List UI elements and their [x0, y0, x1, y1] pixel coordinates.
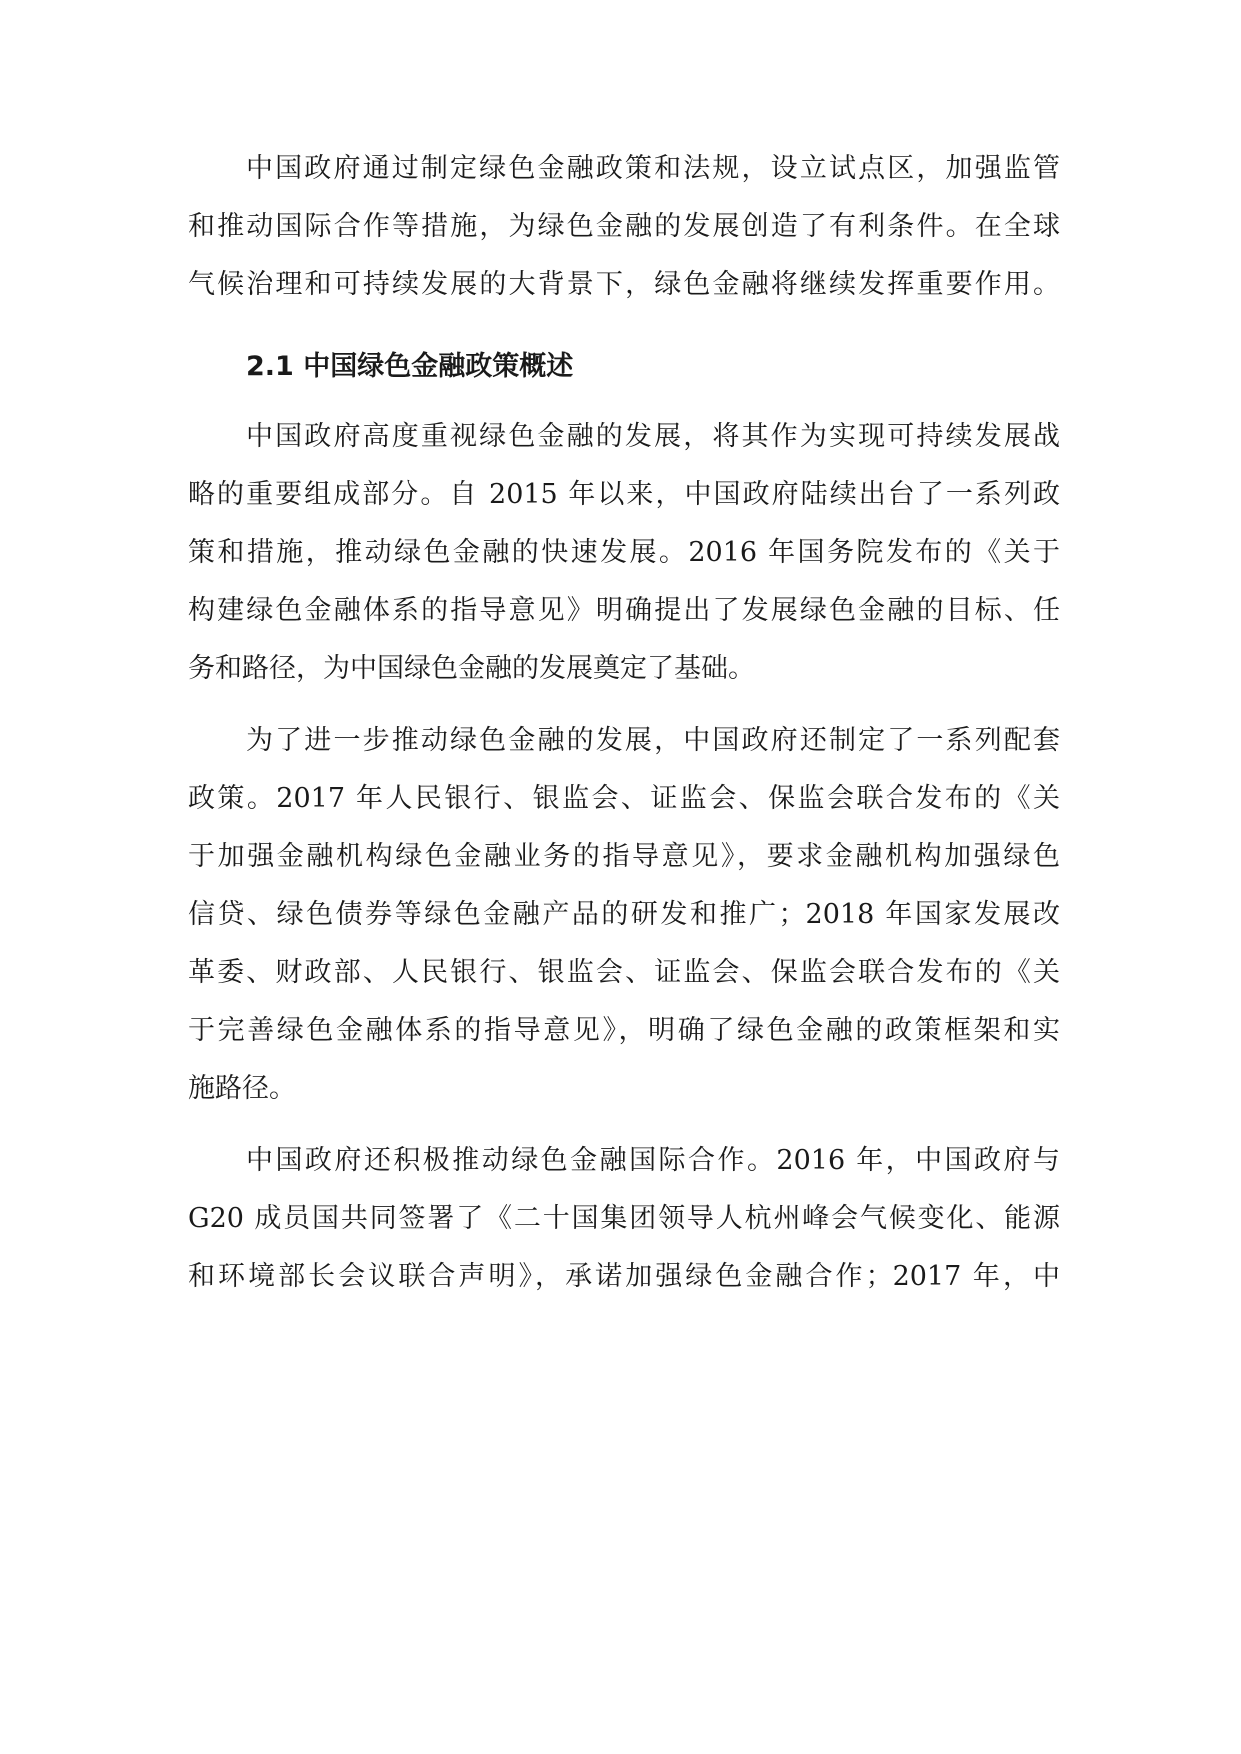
body-paragraph	[188, 1132, 1060, 1306]
paragraph-line: 中国政府通过制定绿色金融政策和法规，设立试点区，加强监管	[246, 153, 1060, 184]
paragraph-line: 中国政府还积极推动绿色金融国际合作。2016 年，中国政府与	[246, 1145, 1060, 1176]
paragraph-line: 政策。2017 年人民银行、银监会、证监会、保监会联合发布的《关	[188, 783, 1060, 814]
paragraph-line: G20 成员国共同签署了《二十国集团领导人杭州峰会气候变化、能源	[188, 1203, 1060, 1234]
paragraph-line: 和环境部长会议联合声明》，承诺加强绿色金融合作；2017 年，中	[188, 1261, 1060, 1292]
document-page	[188, 140, 1060, 1320]
paragraph-line: 气候治理和可持续发展的大背景下，绿色金融将继续发挥重要作用。	[188, 269, 1060, 300]
paragraph-line: 于完善绿色金融体系的指导意见》，明确了绿色金融的政策框架和实	[188, 1015, 1060, 1046]
paragraph-line: 革委、财政部、人民银行、银监会、证监会、保监会联合发布的《关	[188, 957, 1060, 988]
paragraph-line: 于加强金融机构绿色金融业务的指导意见》，要求金融机构加强绿色	[188, 841, 1060, 872]
body-paragraph	[188, 408, 1060, 698]
paragraph-line: 和推动国际合作等措施，为绿色金融的发展创造了有利条件。在全球	[188, 211, 1060, 242]
paragraph-line: 务和路径，为中国绿色金融的发展奠定了基础。	[188, 653, 755, 684]
section-heading: 2.1 中国绿色金融政策概述	[246, 351, 574, 382]
paragraph-line: 信贷、绿色债券等绿色金融产品的研发和推广；2018 年国家发展改	[188, 899, 1060, 930]
paragraph-line: 施路径。	[188, 1073, 296, 1104]
paragraph-line: 略的重要组成部分。自 2015 年以来，中国政府陆续出台了一系列政	[188, 479, 1060, 510]
intro-paragraph	[188, 140, 1060, 314]
paragraph-line: 中国政府高度重视绿色金融的发展，将其作为实现可持续发展战	[246, 421, 1060, 452]
body-paragraph	[188, 712, 1060, 1118]
paragraph-line: 构建绿色金融体系的指导意见》明确提出了发展绿色金融的目标、任	[188, 595, 1060, 626]
paragraph-line: 为了进一步推动绿色金融的发展，中国政府还制定了一系列配套	[246, 725, 1060, 756]
paragraph-line: 策和措施，推动绿色金融的快速发展。2016 年国务院发布的《关于	[188, 537, 1060, 568]
